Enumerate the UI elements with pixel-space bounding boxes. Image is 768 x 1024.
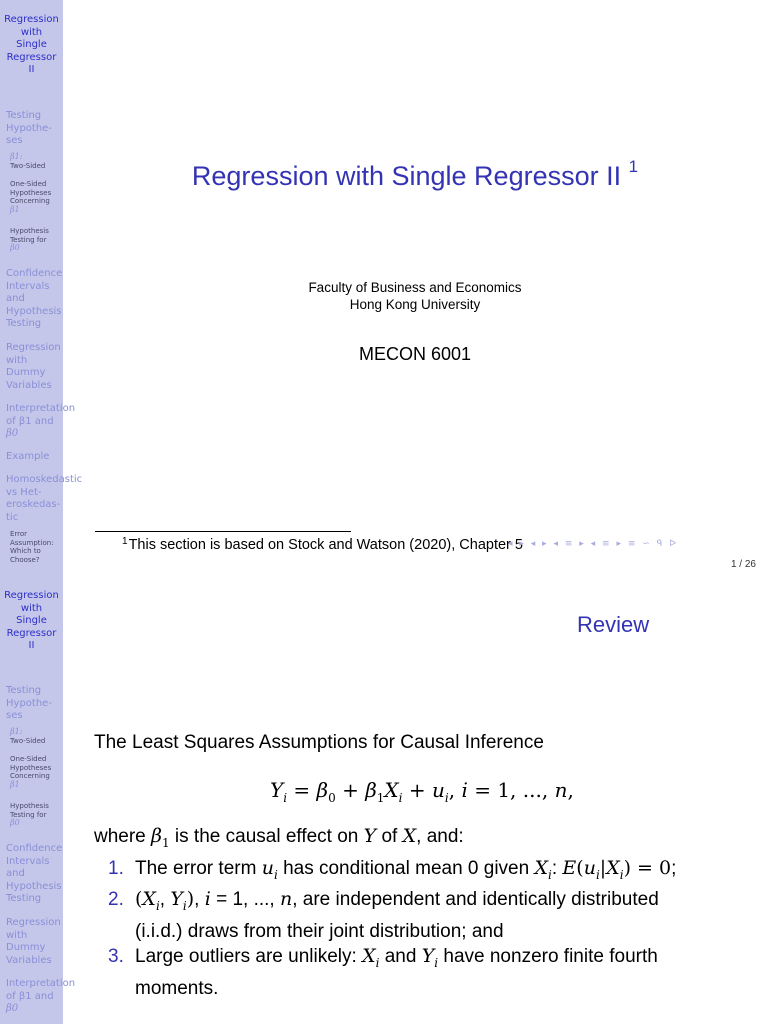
assumption-item-3: 3. Large outliers are unlikely: $X_i$ and $Y_i$ have nonzero finite fourth moments. <box>108 945 658 999</box>
assumption-item-2: 2. ($X_i$, $Y_i$), i = 1, ..., n, are independent and identically distributed (i.i.d.) draws from their joint distribution; and <box>108 888 659 942</box>
assumptions-intro: The Least Squares Assumptions for Causal Inference <box>94 732 544 753</box>
sidebar-presentation-title[interactable]: Regression with Single Regressor II <box>4 590 59 651</box>
sidebar-section-testing[interactable]: Testing Hypothe- ses <box>6 685 52 721</box>
sidebar-subsection-two-sided[interactable]: β1: Two-Sided <box>10 152 46 170</box>
sidebar-section-interpretation[interactable]: Interpretation of β1 and β0 <box>6 978 76 1014</box>
presentation-title: Regression with Single Regressor II $^1$ <box>191 157 639 191</box>
navigation-sidebar <box>0 576 76 1024</box>
sidebar-subsection-testing-beta0[interactable]: Hypothesis Testing for β0 <box>10 227 49 252</box>
review-slide <box>0 576 768 1024</box>
footnote-rule <box>95 531 351 532</box>
sidebar-section-confidence[interactable]: Confidence Intervals and Hypothesis Testing <box>6 843 63 904</box>
title-footnote-mark: 1 <box>628 157 639 176</box>
sidebar-section-example[interactable]: Example <box>6 451 50 462</box>
regression-equation: $Y_i = \beta_0 + \beta_1X_i + u_i$, i = 1, ..., n, <box>270 778 574 805</box>
assumption-item-1: 1. The error term $u_i$ has conditional mean 0 given $X_i$: $E(u_i|X_i) = 0$; <box>108 857 677 882</box>
frame-title: Review <box>577 612 650 637</box>
sidebar-subsection-testing-beta0[interactable]: Hypothesis Testing for β0 <box>10 802 49 827</box>
sidebar-section-testing[interactable]: Testing Hypothe- ses <box>6 110 52 146</box>
sidebar-subsection-error-assumption[interactable]: Error Assumption: Which to Choose? <box>10 530 54 564</box>
sidebar-subsection-one-sided[interactable]: One-Sided Hypotheses Concerning β1 <box>10 755 52 789</box>
sidebar-subsection-two-sided[interactable]: β1: Two-Sided <box>10 727 46 745</box>
sidebar-section-homoskedastic[interactable]: Homoskedastic vs Het- eroskedas- tic <box>6 474 83 523</box>
where-statement: where $\beta_1$ is the causal effect on Y of X, and: <box>94 825 464 850</box>
course-code: MECON 6001 <box>358 344 472 364</box>
sidebar-section-interpretation[interactable]: Interpretation of β1 and β0 <box>6 403 76 439</box>
page-number: 1 / 26 <box>730 559 756 570</box>
institution-line-2: Hong Kong University <box>349 297 481 312</box>
sidebar-subsection-one-sided[interactable]: One-Sided Hypotheses Concerning β1 <box>10 180 52 214</box>
navigation-sidebar <box>0 0 83 576</box>
sidebar-section-dummy[interactable]: Regression with Dummy Variables <box>6 342 61 391</box>
footnote: $^1$This section is based on Stock and Watson (2020), Chapter 5 <box>122 536 523 553</box>
sidebar-presentation-title[interactable]: Regression with Single Regressor II <box>4 14 59 75</box>
sidebar-section-confidence[interactable]: Confidence Intervals and Hypothesis Testing <box>6 268 63 329</box>
sidebar-section-dummy[interactable]: Regression with Dummy Variables <box>6 917 61 966</box>
beamer-navigation-icons[interactable]: ◂ ▸ ◂ ▸ ◂ ≡ ▸ ◂ ≡ ▸ ≡ ∽ ᑫ ᐅ <box>508 539 679 549</box>
institution-line-1: Faculty of Business and Economics <box>308 280 522 295</box>
